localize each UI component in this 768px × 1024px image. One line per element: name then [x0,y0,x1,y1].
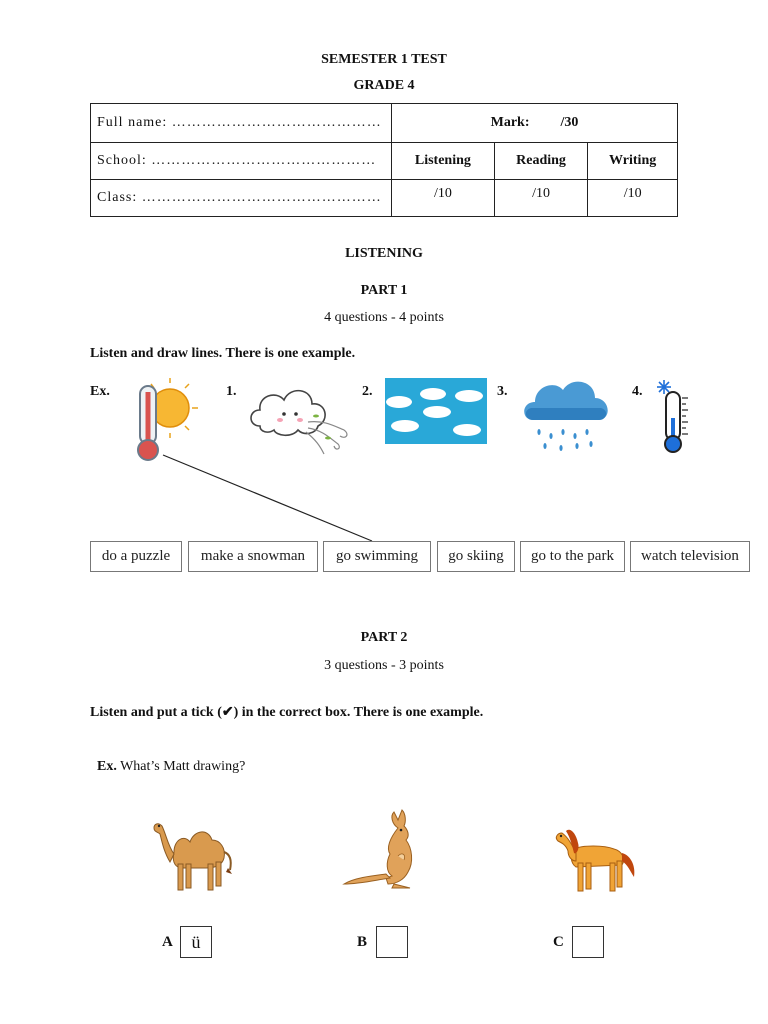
option-a-tick-box[interactable]: ü [180,926,212,958]
kangaroo-icon [340,808,430,894]
option-a-letter: A [162,934,173,950]
listening-heading: LISTENING [345,246,423,261]
option-c-tick-box[interactable] [572,926,604,958]
activity-go-swimming[interactable]: go swimming [323,541,431,572]
example-question-line [97,759,245,775]
activity-watch-television[interactable]: watch television [630,541,750,572]
example-label: Ex. [90,384,110,399]
horse-icon [552,815,642,901]
activity-go-skiing[interactable]: go skiing [437,541,515,572]
writing-score: /10 [588,180,678,217]
mark-cell [392,104,678,143]
school-field[interactable]: School: ……………………………………… [91,143,392,180]
student-info-table [90,103,678,217]
part1-subtitle: 4 questions - 4 points [324,310,444,325]
mark-total: /30 [560,115,579,130]
windy-cloud-icon [246,382,352,458]
example-question-label: Ex. [97,759,117,774]
question-4-label: 4. [632,384,643,399]
part1-title: PART 1 [360,283,408,298]
test-title: SEMESTER 1 TEST [321,52,447,67]
listening-header: Listening [392,143,495,180]
option-b-letter: B [357,934,368,950]
hot-sun-thermometer-icon [130,378,200,462]
question-1-label: 1. [226,384,237,399]
activity-make-a-snowman[interactable]: make a snowman [188,541,318,572]
activity-go-to-the-park[interactable]: go to the park [520,541,625,572]
example-question-text: What’s Matt drawing? [120,759,246,774]
option-c-letter: C [553,934,564,950]
reading-header: Reading [494,143,588,180]
listening-score: /10 [392,180,495,217]
question-2-label: 2. [362,384,373,399]
reading-score: /10 [494,180,588,217]
activity-do-a-puzzle[interactable]: do a puzzle [90,541,182,572]
part2-instruction: Listen and put a tick (✔) in the correct box. There is one example. [90,705,484,720]
rain-cloud-icon [521,376,611,454]
mark-label: Mark: [490,115,530,130]
camel-icon [150,812,240,898]
full-name-field[interactable]: Full name: …………………………………… [91,104,392,143]
part2-title: PART 2 [360,630,408,645]
cloudy-sky-icon [385,378,487,444]
question-3-label: 3. [497,384,508,399]
part1-instruction: Listen and draw lines. There is one example. [90,346,356,361]
cold-snow-thermometer-icon [654,378,694,456]
writing-header: Writing [588,143,678,180]
grade-label: GRADE 4 [353,78,415,93]
option-b-tick-box[interactable] [376,926,408,958]
class-field[interactable]: Class: ………………………………………… [91,180,392,217]
part2-subtitle: 3 questions - 3 points [324,658,444,673]
